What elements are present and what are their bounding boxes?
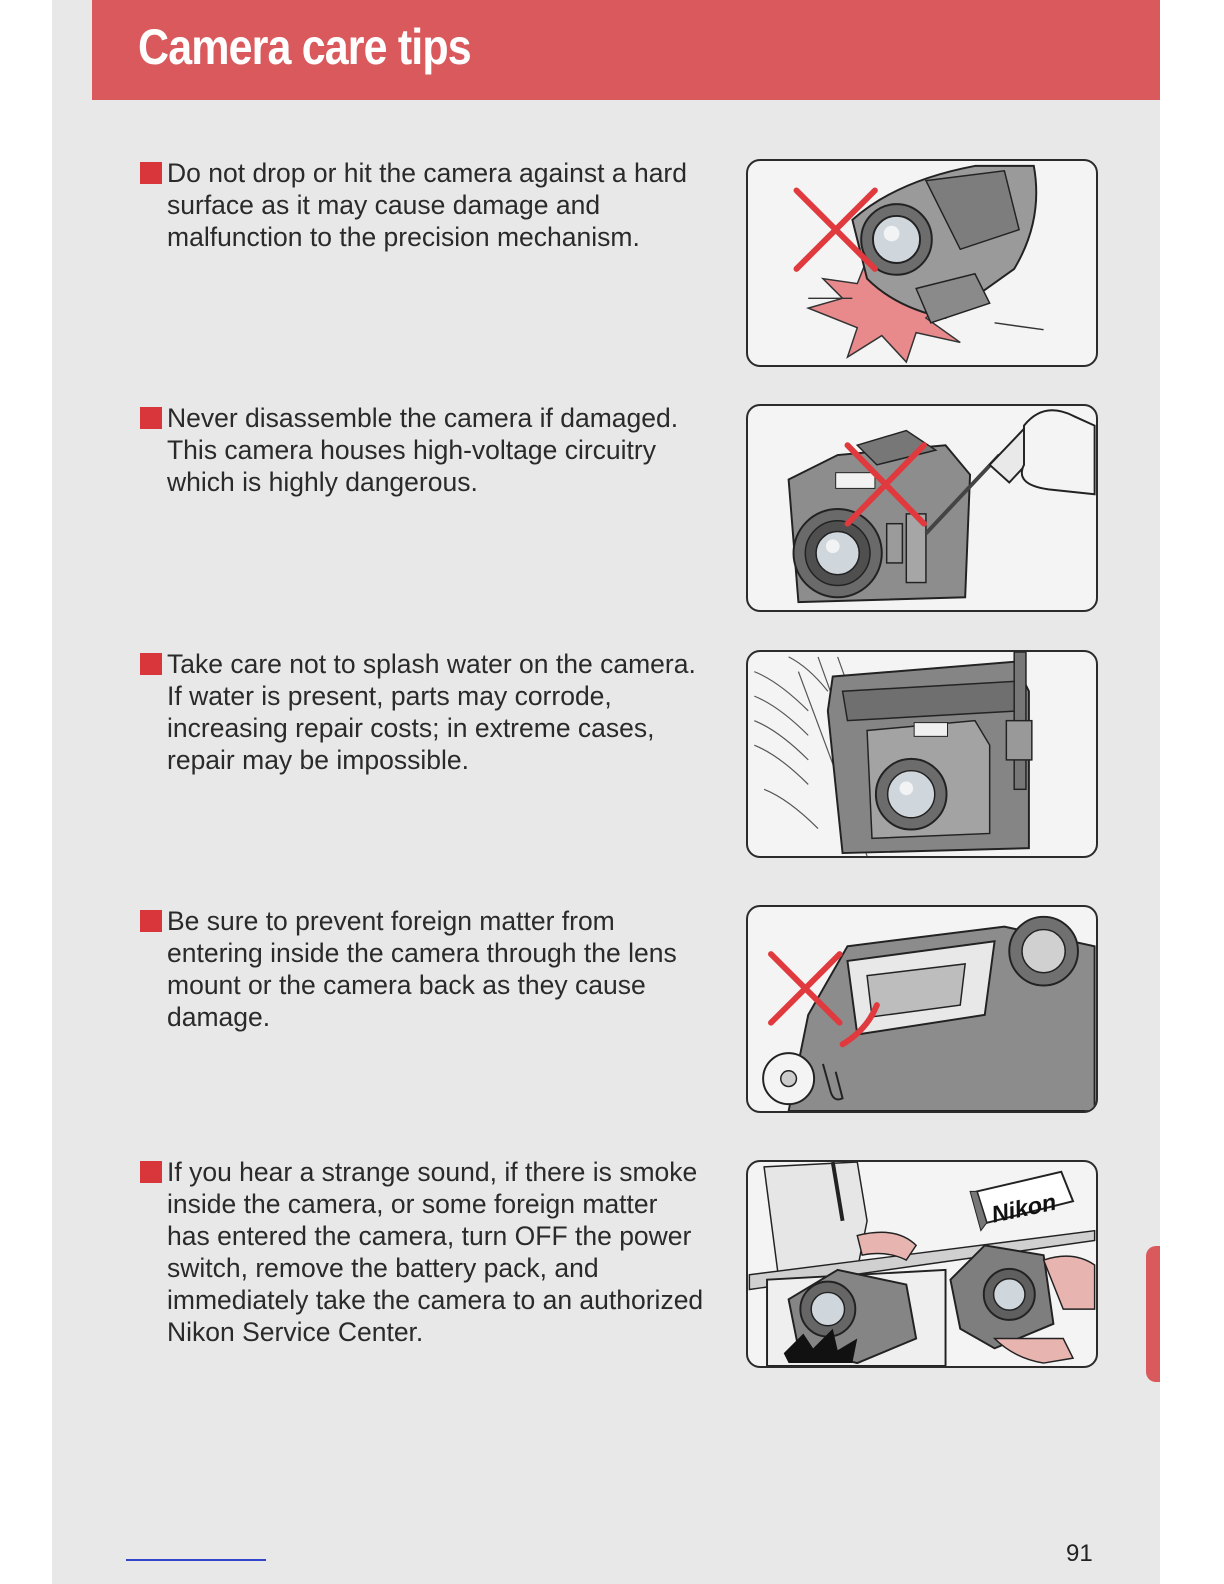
bullet-square-icon	[140, 407, 162, 429]
section-tab	[1146, 1246, 1160, 1382]
page-title: Camera care tips	[138, 19, 471, 75]
camera-back-drawing	[748, 907, 1096, 1111]
tip-text: Do not drop or hit the camera against a hard surface as it may cause damage and malfunction to the precision mechanism.	[167, 158, 687, 252]
bullet-square-icon	[140, 1161, 162, 1183]
bullet-square-icon	[140, 653, 162, 675]
screwdriver-camera-drawing	[748, 406, 1096, 610]
foreign-matter-camera-back-illustration	[746, 905, 1098, 1113]
tip-item	[140, 905, 705, 1033]
tip-text: Be sure to prevent foreign matter from entering inside the camera through the lens mount or the camera back as they cause damage.	[167, 906, 677, 1032]
camera-in-rain-case-illustration	[746, 650, 1098, 858]
service-center-illustration	[746, 1160, 1098, 1368]
tip-item	[140, 1156, 705, 1348]
tip-text: If you hear a strange sound, if there is smoke inside the camera, or some foreign matter has entered the camera, turn OFF the power switch, remove the battery pack, and immediately take the camera to an authorized Nikon Service Center.	[167, 1157, 704, 1347]
bullet-square-icon	[140, 162, 162, 184]
nikon-sign-label: Nikon	[989, 1188, 1059, 1228]
tip-text: Never disassemble the camera if damaged. This camera houses high-voltage circuitry which is highly dangerous.	[167, 403, 679, 497]
dropped-camera-drawing	[748, 161, 1096, 365]
dropped-camera-illustration	[746, 159, 1098, 367]
section-header	[92, 0, 1160, 100]
rain-case-drawing	[748, 652, 1096, 856]
tip-item	[140, 157, 705, 253]
footer-divider	[126, 1559, 266, 1561]
tip-item	[140, 402, 705, 498]
tip-text: Take care not to splash water on the camera. If water is present, parts may corrode, increasing repair costs; in extreme cases, repair may be impossible.	[167, 649, 696, 775]
tip-item	[140, 648, 705, 776]
screwdriver-camera-illustration	[746, 404, 1098, 612]
service-center-drawing	[748, 1162, 1096, 1366]
bullet-square-icon	[140, 910, 162, 932]
page-number: 91	[1066, 1540, 1093, 1567]
